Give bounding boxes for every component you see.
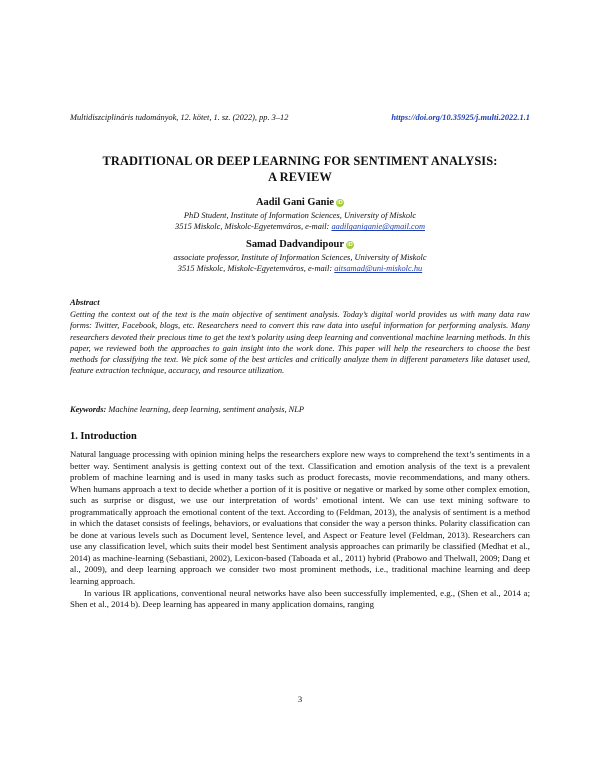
author-2 [70,238,530,275]
page-number: 3 [297,694,303,704]
author-1-name: Aadil Gani Ganie [256,197,334,208]
keywords-label: Keywords: [70,405,107,414]
running-header [70,113,530,122]
orcid-icon[interactable]: iD [337,200,343,206]
title-line-1: TRADITIONAL OR DEEP LEARNING FOR SENTIMENT ANALYSIS: [102,154,498,168]
author-1-address [70,221,530,232]
orcid-icon[interactable]: iD [347,242,353,248]
doi-link[interactable]: https://doi.org/10.35925/j.multi.2022.1.1 [391,113,530,122]
paragraph: Natural language processing with opinion mining helps the researchers explore new ways to comprehend the text’s sentiments in a better way. Sentiment analysis is getting context out of the text. Classification and emotion analysis of the text is a prevalent problem of machine learning and is used in many tasks such as product forecasts, movie recommendations, and many others. When humans approach a text to decide whether a portion of it is positive or negative or marked by some other complex emotion, such as surprise or disgust, we use our interpretation of words’ emotional intent. We can use text mining software to programmatically approach the emotional content of the text. According to (Feldman, 2013), the analysis of sentiment is a method in which the dataset consists of feelings, behaviors, or evaluations that consider the way a person thinks. Polarity classification can be done at various levels such as Document level, Sentence level, and Aspect or Feature level (Feldman, 2013). Researchers can use any classification level, which suits their model best Sentiment analysis approaches can primarily be classified (Medhat et al., 2014) as machine-learning (Sebastiani, 2002), Lexicon-based (Taboada et al., 2011) hybrid (Prabowo and Thelwall, 2009; Dang et al., 2009), and deep learning approach we consider two most prominent methods, i.e., traditional machine learning and deep learning approach. [70,449,530,587]
author-1-name-row [70,196,530,209]
paragraph: In various IR applications, conventional neural networks have also been successfully implemented, e.g., (Shen et al., 2014 a; Shen et al., 2014 b). Deep learning has appeared in many application domains, ranging [70,587,530,610]
title-line-2: A REVIEW [268,169,332,184]
abstract-heading: Abstract [70,297,100,307]
author-2-affiliation: associate professor, Institute of Information Sciences, University of Miskolc [173,253,427,262]
author-2-email[interactable]: aitsamad@uni-miskolc.hu [334,264,423,274]
section-heading: 1. Introduction [70,431,137,442]
author-2-name-row [70,238,530,251]
abstract-text: Getting the context out of the text is the main objective of sentiment analysis. Today’s digital world provides us with many data raw forms: Twitter, Facebook, blogs, etc. Researchers need to convert this raw data into useful information for performing analysis. Many researchers devoted their precious time to get the text’s polarity using deep learning and conventional machine learning methods. In this paper, we reviewed both the approaches to gain insight into the work done. This paper will help the researchers to choose the best methods for classifying the text. We pick some of the best articles and critically analyze them in different parameters like dataset used, feature extraction technique, accuracy, and resource utilization. [70,310,530,376]
author-2-address [70,263,530,274]
journal-citation: Multidiszciplináris tudományok, 12. kötet, 1. sz. (2022), pp. 3–12 [70,113,289,122]
keywords-text: Machine learning, deep learning, sentiment analysis, NLP [106,405,305,414]
author-1-address-text: 3515 Miskolc, Miskolc-Egyetemváros, e-mail: [175,222,332,232]
author-1 [70,196,530,233]
author-1-affiliation: PhD Student, Institute of Information Sciences, University of Miskolc [183,211,417,220]
author-2-address-text: 3515 Miskolc, Miskolc-Egyetemváros, e-mail: [177,264,335,274]
author-2-name: Samad Dadvandipour [246,239,344,250]
keywords [70,405,530,414]
paper-title [70,154,530,185]
section-body [70,449,530,611]
author-1-email[interactable]: aadilganiganie@gmail.com [331,222,425,232]
